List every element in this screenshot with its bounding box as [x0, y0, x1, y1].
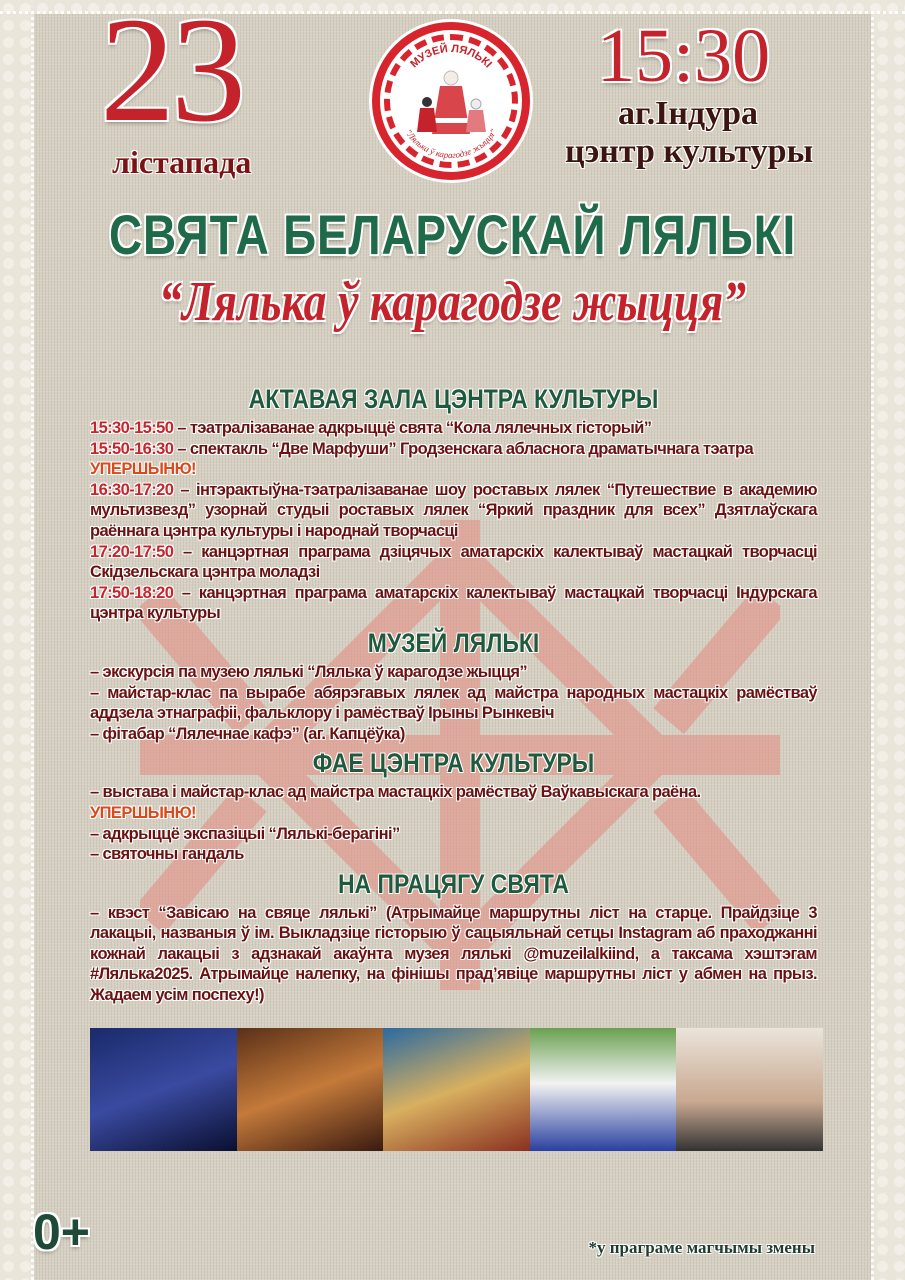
program-item: – святочны гандаль [90, 845, 244, 864]
program-item: 17:20-17:50 – канцэртная праграма дзіцячых аматарскіх калектываў мастацкай творчасці Скідзельскага цэнтра моладзі [90, 542, 817, 582]
poster-subtitle: “Лялька ў карагодзе жыцця” [158, 271, 747, 333]
section-museum-program [90, 662, 817, 744]
event-time: 15:30 [597, 14, 771, 98]
svg-text:МУЗЕЙ ЛЯЛЬКІ [408, 42, 494, 70]
event-date-month: лістапада [112, 144, 252, 180]
program-item: 17:50-18:20 – канцэртная праграма аматарскіх калектываў мастацкай творчасці Індурскага цэнтра культуры [90, 583, 817, 623]
photo-theatre-performance [237, 1028, 384, 1151]
section-throughout-program [90, 903, 817, 1006]
event-location: аг.Індура [618, 95, 759, 132]
program-item: 15:30-15:50 – тэатралізаванае адкрыццё свята “Кола лялечных гісторый” [90, 419, 652, 437]
premiere-badge: УПЕРШЫНЮ! [90, 460, 196, 479]
program-item: – майстар-клас па вырабе абярэгавых лялек ад майстра народных мастацкіх рамёстваў аддзела этнаграфіі, фальклору і рамёстваў Ірыны Рынкевіч [90, 683, 817, 723]
logo-top-text: МУЗЕЙ ЛЯЛЬКІ [408, 42, 495, 71]
museum-logo [372, 22, 530, 180]
photo-costume-dolls [90, 1028, 237, 1151]
photo-dance-group [530, 1028, 677, 1151]
premiere-badge: УПЕРШЫНЮ! [90, 803, 196, 822]
event-venue: цэнтр культуры [565, 133, 814, 170]
program-item: 16:30-17:20 – інтэрактыўна-тэатралізаванае шоу роставых лялек “Путешествие в академию мультизвезд” узорнай студыі роставых лялек “Яркий праздник для всех” Дзятлаўскага раённага цэнтра культуры і народнай творчасці [90, 480, 817, 540]
section-heading-museum: МУЗЕЙ ЛЯЛЬКІ [367, 627, 540, 658]
section-heading-foyer: ФАЕ ЦЭНТРА КУЛЬТУРЫ [312, 748, 595, 779]
program-change-note: *у праграме магчымы змены [588, 1238, 815, 1257]
photo-strip [90, 1028, 823, 1151]
program-item: – фітабар “Лялечнае кафэ” (аг. Капцёўка) [90, 724, 405, 743]
poster-title: СВЯТА БЕЛАРУСКАЙ ЛЯЛЬКІ [108, 203, 797, 266]
lace-border-left [0, 0, 34, 1280]
program-content [90, 380, 817, 1151]
logo-bottom-text: "Лялька ў карагодзе жыцця" [403, 127, 499, 161]
program-item: 15:50-16:30 – спектакль “Две Марфуши” Гродзенскага абласнога драматычнага тэатра УПЕРШЫНЮ! [90, 439, 754, 479]
doll-logo-icon [380, 30, 522, 172]
program-item: – выстава і майстар-клас ад майстра мастацкіх рамёстваў Ваўкавыскага раёна. УПЕРШЫНЮ! [90, 783, 701, 822]
program-item: – экскурсія па музею лялькі “Лялька ў карагодзе жыцця” [90, 662, 528, 681]
section-heading-hall: АКТАВАЯ ЗАЛА ЦЭНТРА КУЛЬТУРЫ [248, 384, 659, 414]
section-hall-program [90, 418, 817, 624]
program-item: – адкрыццё экспазіцыі “Лялькі-берагіні” [90, 824, 400, 843]
section-heading-throughout: НА ПРАЦЯГУ СВЯТА [337, 868, 570, 899]
event-date-day: 23 [100, 0, 242, 153]
photo-folk-costume [383, 1028, 530, 1151]
photo-museum-interior [676, 1028, 823, 1151]
program-item: – квэст “Завісаю на свяце лялькі” (Атрымайце маршрутны ліст на старце. Прайдзіце 3 лакацыі, названыя ў ім. Выкладзіце гісторыю ў сацыяльнай сетцы Instagram аб праходжанні кожнай лакацыі з адзнакай акаўнта музея лялькі @muzeilalkiind, а таксама хэштэгам #Лялька2025. Атрымайце налепку, на фінішы прад’явіце маршрутны ліст у абмен на прыз. Жадаем усім поспеху!) [90, 903, 817, 1005]
age-rating: 0+ [33, 1204, 91, 1260]
lace-border-right [871, 0, 905, 1280]
section-foyer-program [90, 782, 817, 864]
